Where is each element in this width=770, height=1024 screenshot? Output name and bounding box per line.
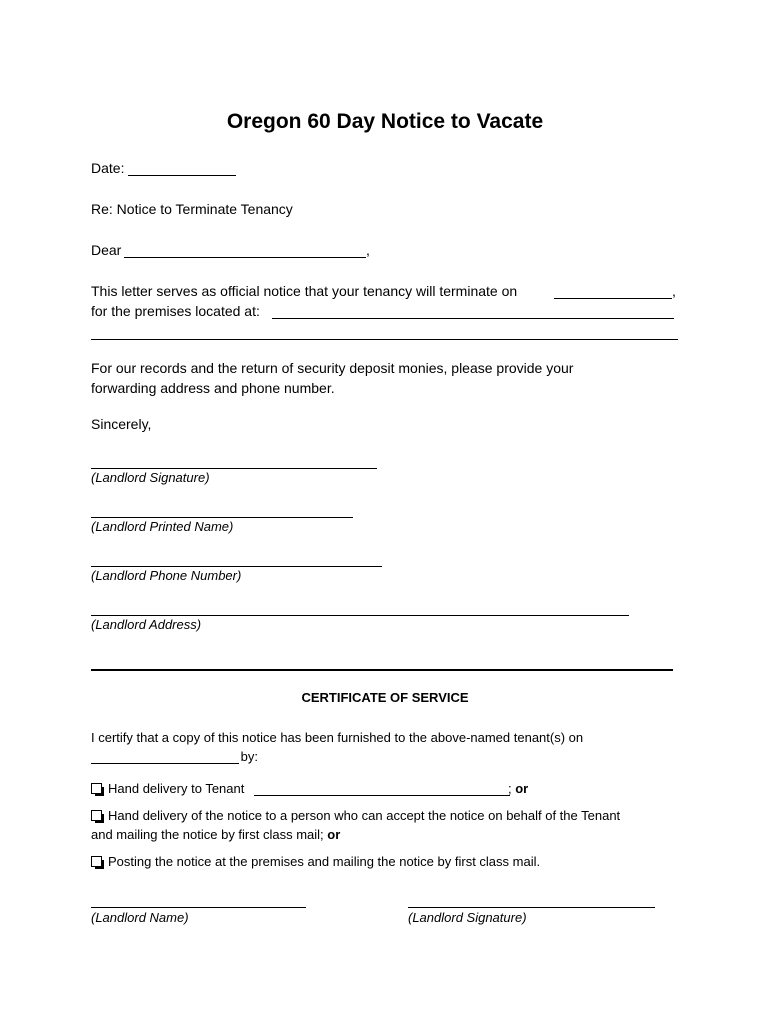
- tenant-name-blank-line: [254, 795, 510, 796]
- option-hand-delivery-person: [91, 808, 620, 824]
- premises-blank-line: [272, 318, 674, 319]
- option2-line2: [91, 827, 340, 843]
- service-date-blank-line: [91, 763, 239, 764]
- certificate-intro-line1: I certify that a copy of this notice has been furnished to the above-named tenant(s) on: [91, 730, 584, 745]
- termination-sentence: This letter serves as official notice that your tenancy will terminate on: [91, 283, 518, 299]
- cert-landlord-signature-line: [408, 907, 655, 908]
- landlord-phone-line: [91, 566, 382, 567]
- closing: Sincerely,: [91, 416, 152, 432]
- certificate-heading: CERTIFICATE OF SERVICE: [301, 690, 469, 705]
- premises-label: for the premises located at:: [91, 303, 260, 319]
- landlord-printed-name-label: (Landlord Printed Name): [91, 519, 234, 534]
- dear-blank-line: [124, 257, 366, 258]
- landlord-address-label: (Landlord Address): [91, 617, 202, 632]
- option1-suffix: [508, 781, 528, 797]
- page-title: Oregon 60 Day Notice to Vacate: [226, 110, 544, 133]
- landlord-phone-label: (Landlord Phone Number): [91, 568, 242, 583]
- landlord-signature-line: [91, 468, 377, 469]
- dear-label: Dear: [91, 242, 122, 258]
- section-divider: [91, 669, 673, 671]
- dear-suffix: ,: [366, 242, 370, 258]
- option-hand-delivery-person-label: Hand delivery of the notice to a person who can accept the notice on behalf of the Tenant: [108, 808, 621, 823]
- cert-landlord-name-label: (Landlord Name): [91, 910, 189, 925]
- certificate-intro-line2: by:: [237, 749, 258, 764]
- option-hand-delivery-tenant: [91, 781, 244, 797]
- records-paragraph-line2: forwarding address and phone number.: [91, 380, 335, 396]
- cert-landlord-name-line: [91, 907, 306, 908]
- landlord-signature-label: (Landlord Signature): [91, 470, 210, 485]
- checkbox-icon[interactable]: [91, 783, 102, 794]
- termination-date-blank-line: [554, 298, 672, 299]
- date-blank-line: [128, 175, 236, 176]
- records-paragraph-line1: For our records and the return of security deposit monies, please provide your: [91, 360, 574, 376]
- option1-or: or: [515, 781, 529, 796]
- cert-landlord-signature-label: (Landlord Signature): [408, 910, 527, 925]
- option-posting-label: Posting the notice at the premises and mailing the notice by first class mail.: [108, 854, 541, 869]
- landlord-printed-name-line: [91, 517, 353, 518]
- option1-semicolon: ;: [508, 781, 516, 796]
- re-line: Re: Notice to Terminate Tenancy: [91, 201, 293, 217]
- option-posting: [91, 854, 540, 870]
- landlord-address-line: [91, 615, 629, 616]
- option-hand-delivery-tenant-label: Hand delivery to Tenant: [108, 781, 245, 796]
- checkbox-icon[interactable]: [91, 810, 102, 821]
- checkbox-icon[interactable]: [91, 856, 102, 867]
- date-label: Date:: [91, 160, 125, 176]
- premises-blank-line-2: [91, 339, 678, 340]
- termination-sentence-suffix: ,: [672, 283, 676, 299]
- option2-or: or: [327, 827, 341, 842]
- option2-line2-text: and mailing the notice by first class mail;: [91, 827, 328, 842]
